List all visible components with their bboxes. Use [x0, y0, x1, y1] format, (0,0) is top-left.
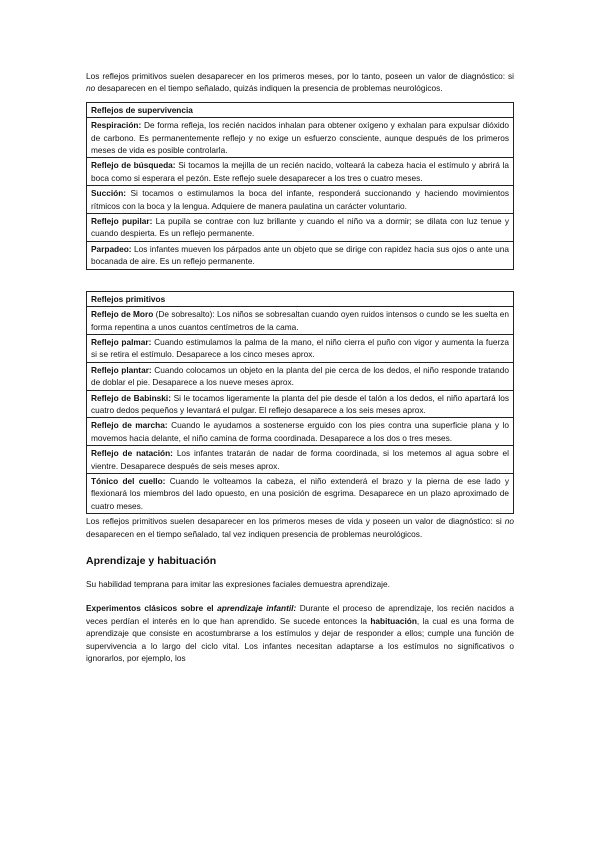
- reflex-term: Reflejo palmar:: [91, 336, 152, 347]
- reflex-term: Reflejo plantar:: [91, 364, 152, 375]
- page-content: [86, 70, 514, 664]
- reflex-term: Reflejo de natación:: [91, 448, 173, 459]
- survival-reflexes-table: [86, 102, 514, 270]
- reflex-term: Respiración:: [91, 120, 142, 131]
- reflex-description: Si le tocamos ligeramente la planta del pie desde el talón a los dedos, el niño apartará los cuatro dedos pequeños y levantará el pulgar. El reflejo desaparece a los seis meses aprox.: [91, 392, 509, 415]
- reflex-term: Tónico del cuello:: [91, 475, 166, 486]
- body-bold-term: habituación: [370, 615, 417, 626]
- intro-text: Los reflejos primitivos suelen desaparecer en los primeros meses, por lo tanto, poseen un valor de diagnóstico: si: [86, 71, 514, 81]
- table-row: [87, 241, 514, 269]
- body-text: Durante el proceso de aprendizaje, los recién nacidos a veces perdían el interés en lo que han aprendido. Se sucede entonces la: [86, 603, 514, 626]
- table-row: [87, 158, 514, 186]
- body-bold-italic: aprendizaje infantil:: [217, 603, 297, 614]
- reflex-term: Parpadeo:: [91, 243, 132, 254]
- reflex-description: Si tocamos o estimulamos la boca del infante, responderá succionando y haciendo movimientos rítmicos con la boca y la lengua. Adquiere de manera paulatina un carácter voluntario.: [91, 188, 509, 211]
- body-bold-lead: Experimentos clásicos sobre el: [86, 603, 218, 614]
- reflex-description: Cuando le volteamos la cabeza, el niño extenderá el brazo y la pierna de ese lado y flexionará los miembros del lado opuesto, en una posición de esgrima. Desaparece en un plazo aproximado de cuatro meses.: [91, 475, 509, 511]
- table-row: [87, 307, 514, 335]
- reflex-description: Cuando estimulamos la palma de la mano, el niño cierra el puño con vigor y aumenta la fuerza si se retira el estímulo. Desaparece a los cinco meses aprox.: [91, 336, 509, 360]
- table-row: [87, 473, 514, 513]
- after-table-paragraph: [86, 515, 514, 540]
- table-header: Reflejos de supervivencia: [87, 102, 514, 117]
- table-row: [87, 362, 514, 390]
- reflex-description: Si tocamos la mejilla de un recién nacido, volteará la cabeza hacia el estímulo y abrirá la boca como si esperara el pezón. Este reflejo suele desaparecer a los tres o cuatro meses.: [91, 160, 509, 183]
- reflex-description: La pupila se contrae con luz brillante y cuando el niño va a dormir; se dilata con luz tenue y cuando despierta. Es un reflejo permanente.: [91, 216, 510, 239]
- reflex-term: Reflejo de Babinski:: [91, 392, 171, 403]
- table-row: [87, 118, 514, 158]
- section-heading: Aprendizaje y habituación: [86, 555, 217, 567]
- intro-paragraph: [86, 70, 514, 95]
- intro-text-end: desaparecen en el tiempo señalado, quizás indiquen la presencia de problemas neurológicos.: [95, 83, 443, 94]
- reflex-description: De forma refleja, los recién nacidos inhalan para obtener oxígeno y exhalan para expulsar dióxido de carbono. Es permanentemente reflejo y no exige un esfuerzo consciente, aunque después de los primeros meses de vida es posible controlarla.: [91, 120, 509, 156]
- table-row: [87, 214, 514, 242]
- reflex-description: Cuando le ayudamos a sostenerse erguido con los pies contra una superficie plana y lo movemos hacia delante, el niño camina de forma coordinada. Desaparece a los dos o tres meses.: [91, 420, 509, 443]
- table-row: [87, 334, 514, 362]
- reflex-term: Reflejo de marcha:: [91, 420, 168, 431]
- section-body-paragraph: [86, 602, 514, 664]
- reflex-term: Reflejo de búsqueda:: [91, 160, 176, 171]
- reflex-description: Los infantes mueven los párpados ante un objeto que se dirige con rapidez hacia sus ojos o ante una bocanada de aire. Es un reflejo permanente.: [91, 243, 509, 267]
- table-header: Reflejos primitivos: [87, 291, 514, 306]
- after-table-emphasis: no: [504, 516, 514, 527]
- table-row: [87, 418, 514, 446]
- after-table-text-end: desaparecen en el tiempo señalado, tal vez indiquen presencia de problemas neurológicos.: [86, 528, 423, 539]
- reflex-term: Succión:: [91, 188, 127, 199]
- reflex-term: Reflejo pupilar:: [91, 216, 153, 227]
- reflex-description: Los infantes tratarán de nadar de forma coordinada, si los metemos al agua sobre el vientre. Desaparece después de seis meses aprox.: [91, 448, 509, 471]
- after-table-text: Los reflejos primitivos suelen desaparecer en los primeros meses de vida y poseen un valor de diagnóstico: si: [86, 516, 505, 527]
- body-text-end: , la cual es una forma de aprendizaje que consiste en acostumbrarse a los estímulos y dejar de responder a ellos; cumple una función de supervivencia a lo largo del ciclo vital. Los infantes necesitan adaptarse a los estímulos no significativos o ignorarlos, por ejemplo, los: [86, 615, 515, 664]
- table-row: [87, 446, 514, 474]
- primitive-reflexes-table: [86, 291, 514, 515]
- reflex-description: (De sobresalto): Los niños se sobresaltan cuando oyen ruidos intensos o cundo se les suelta en forma repentina a unos cuantos centímetros de la cama.: [91, 309, 510, 332]
- reflex-description: Cuando colocamos un objeto en la planta del pie cerca de los dedos, el niño responde tratando de doblar el pie. Desaparece a los nueve meses aprox.: [91, 364, 509, 388]
- reflex-term: Reflejo de Moro: [91, 309, 154, 320]
- table-row: [87, 186, 514, 214]
- table-row: [87, 390, 514, 418]
- section-lead-paragraph: Su habilidad temprana para imitar las expresiones faciales demuestra aprendizaje.: [86, 579, 390, 589]
- intro-emphasis: no: [86, 83, 96, 94]
